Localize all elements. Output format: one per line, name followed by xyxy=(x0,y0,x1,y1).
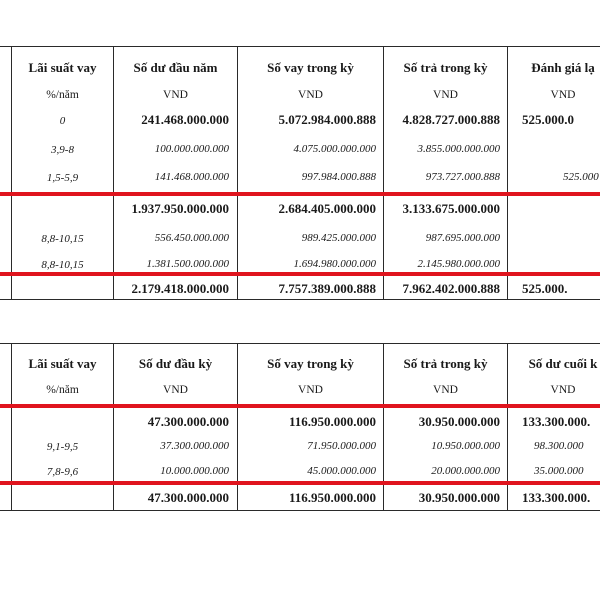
value-cell: 987.695.000.000 xyxy=(425,232,500,244)
value-cell: 100.000.000.000 xyxy=(154,143,229,155)
value-cell: 1.937.950.000.000 xyxy=(131,201,229,216)
value-cell: 133.300.000. xyxy=(522,414,591,429)
unit-label: VND xyxy=(550,89,576,101)
value-cell: 989.425.000.000 xyxy=(301,232,376,244)
total-cell: 7.962.402.000.888 xyxy=(402,281,500,296)
total-cell: 47.300.000.000 xyxy=(147,490,229,505)
value-cell: 37.300.000.000 xyxy=(160,440,229,452)
unit-label: VND xyxy=(298,384,323,396)
unit-label: VND xyxy=(298,89,323,101)
header-borrowed-in-period: Số vay trong kỳ xyxy=(267,60,354,75)
header-repaid-in-period: Số trả trong kỳ xyxy=(403,356,488,371)
header-revaluation: Đánh giá lạ xyxy=(531,60,595,75)
unit-label: VND xyxy=(163,384,188,396)
value-cell: 973.727.000.888 xyxy=(425,171,500,183)
red-highlight-line xyxy=(0,404,600,408)
unit-label: VND xyxy=(433,384,458,396)
rate-cell: 7,8-9,6 xyxy=(46,466,79,478)
header-repaid-in-period: Số trả trong kỳ xyxy=(403,60,488,75)
value-cell: 116.950.000.000 xyxy=(288,414,376,429)
unit-label: %/năm xyxy=(46,384,79,396)
value-cell: 10.950.000.000 xyxy=(431,440,500,452)
value-cell: 35.000.000 xyxy=(534,465,584,477)
value-cell: 4.075.000.000.000 xyxy=(293,143,376,155)
header-interest-rate: Lãi suất vay xyxy=(28,356,97,371)
value-cell: 556.450.000.000 xyxy=(154,232,229,244)
value-cell: 45.000.000.000 xyxy=(307,465,376,477)
unit-label: VND xyxy=(550,384,576,396)
rate-cell: 1,5-5,9 xyxy=(46,172,79,184)
unit-label: VND xyxy=(433,89,458,101)
total-cell: 30.950.000.000 xyxy=(418,490,500,505)
value-cell: 2.145.980.000.000 xyxy=(417,258,500,270)
value-cell: 525.000.0 xyxy=(522,112,574,127)
rate-cell: 3,9-8 xyxy=(51,144,74,156)
value-cell: 3.855.000.000.000 xyxy=(417,143,500,155)
total-cell: 525.000. xyxy=(522,281,568,296)
red-highlight-line xyxy=(0,481,600,485)
value-cell: 30.950.000.000 xyxy=(418,414,500,429)
total-cell: 133.300.000. xyxy=(522,490,591,505)
unit-label: %/năm xyxy=(46,89,79,101)
rate-cell: 9,1-9,5 xyxy=(46,441,79,453)
total-cell: 7.757.389.000.888 xyxy=(278,281,376,296)
value-cell: 5.072.984.000.888 xyxy=(278,112,376,127)
value-cell: 98.300.000 xyxy=(534,440,584,452)
header-borrowed-in-period: Số vay trong kỳ xyxy=(267,356,354,371)
rate-cell: 8,8-10,15 xyxy=(41,233,84,245)
unit-label: VND xyxy=(163,89,188,101)
value-cell: 10.000.000.000 xyxy=(160,465,229,477)
table2-bottom-rule xyxy=(0,510,600,511)
value-cell: 241.468.000.000 xyxy=(141,112,229,127)
total-cell: 116.950.000.000 xyxy=(288,490,376,505)
rate-cell: 0 xyxy=(59,115,66,127)
value-cell: 2.684.405.000.000 xyxy=(278,201,376,216)
header-opening-balance: Số dư đầu kỳ xyxy=(138,356,213,371)
value-cell: 997.984.000.888 xyxy=(301,171,376,183)
value-cell: 71.950.000.000 xyxy=(307,440,376,452)
header-closing-balance: Số dư cuối k xyxy=(528,356,598,371)
value-cell: 525.000 xyxy=(563,171,599,183)
value-cell: 1.694.980.000.000 xyxy=(293,258,376,270)
value-cell: 47.300.000.000 xyxy=(147,414,229,429)
header-opening-balance: Số dư đầu năm xyxy=(133,60,218,75)
table2-top-rule xyxy=(0,343,600,344)
value-cell: 3.133.675.000.000 xyxy=(402,201,500,216)
value-cell: 20.000.000.000 xyxy=(431,465,500,477)
header-interest-rate: Lãi suất vay xyxy=(28,60,97,75)
value-cell: 141.468.000.000 xyxy=(154,171,229,183)
value-cell: 4.828.727.000.888 xyxy=(402,112,500,127)
total-cell: 2.179.418.000.000 xyxy=(131,281,229,296)
value-cell: 1.381.500.000.000 xyxy=(146,258,229,270)
rate-cell: 8,8-10,15 xyxy=(41,259,84,271)
